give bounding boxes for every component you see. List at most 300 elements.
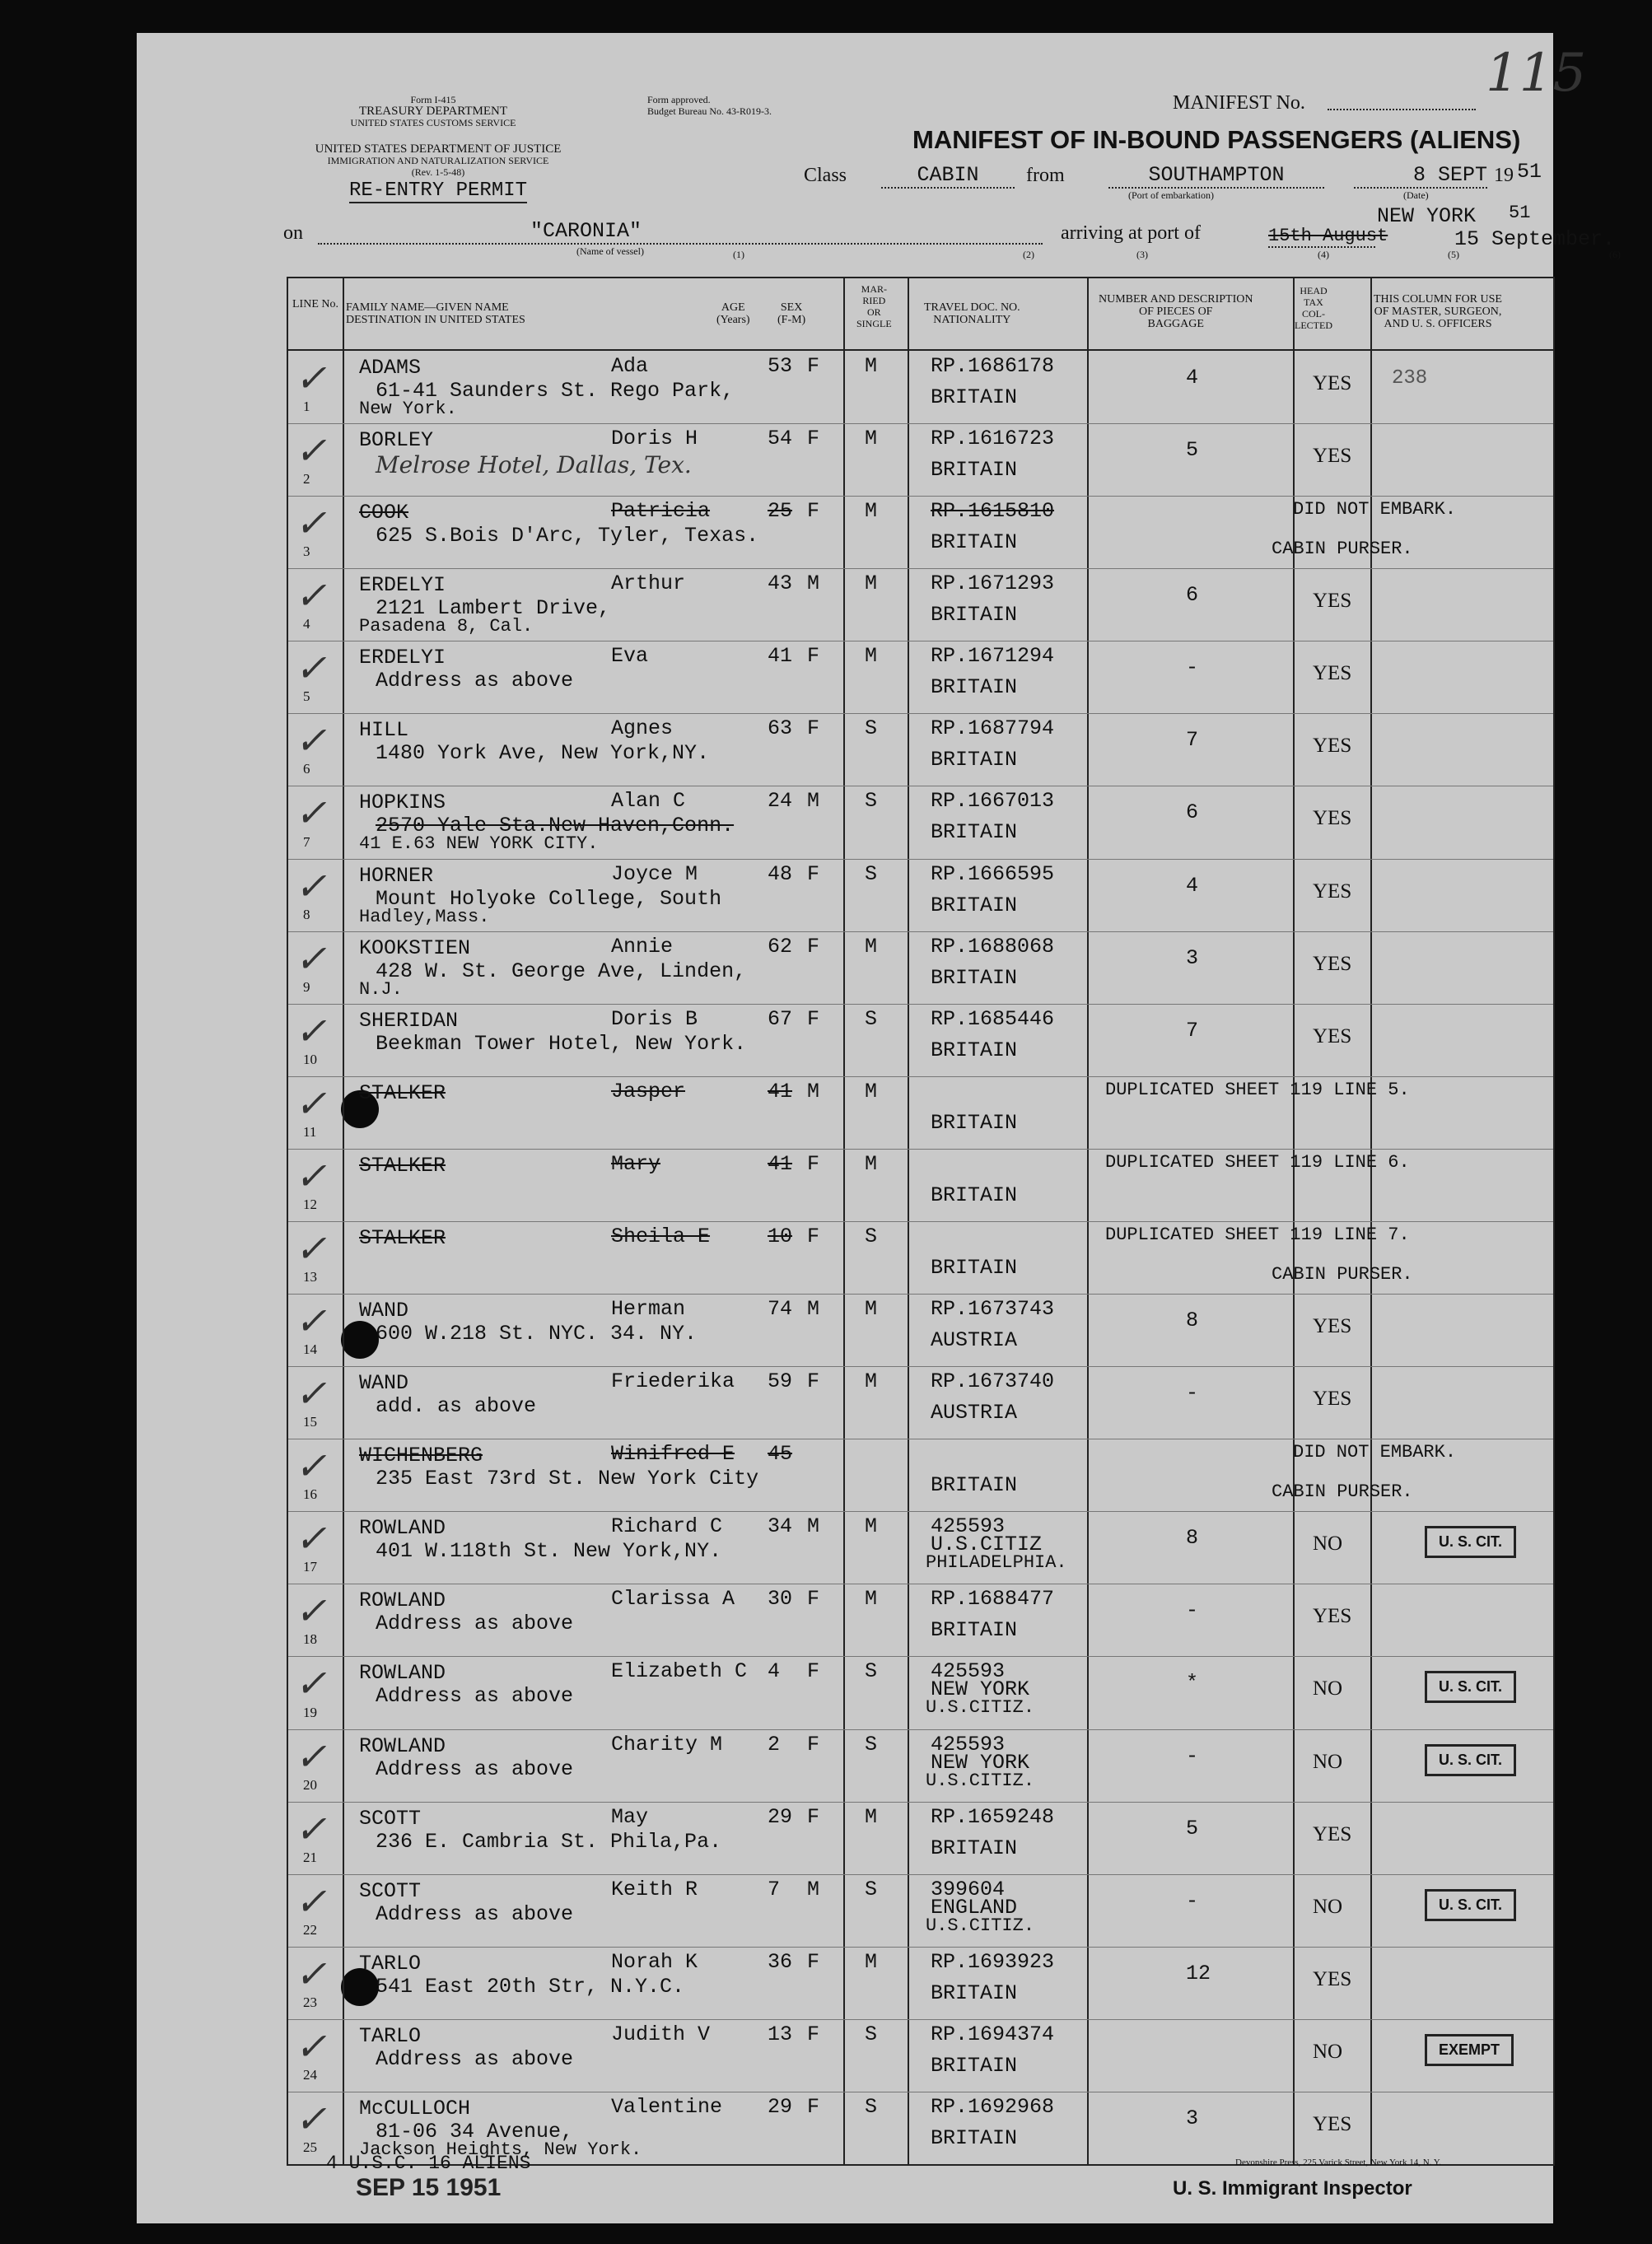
class-value: CABIN — [881, 163, 1015, 189]
travel-doc: 399604 — [931, 1877, 1006, 1901]
marital-status: M — [865, 1587, 878, 1612]
table-row — [288, 2019, 1553, 2092]
marital-status: M — [865, 1151, 878, 1176]
family-name: TARLO — [359, 2023, 422, 2048]
travel-doc: RP.1615810 — [931, 499, 1055, 524]
status-stamp: U. S. CIT. — [1425, 1526, 1516, 1558]
nationality: BRITAIN — [931, 603, 1018, 627]
table-row — [288, 1802, 1553, 1874]
address-line-1: Address as above — [376, 1612, 574, 1636]
baggage: 5 — [1186, 438, 1199, 463]
on-label: on — [283, 222, 303, 244]
status-stamp: U. S. CIT. — [1425, 1744, 1516, 1776]
col-header-doc: TRAVEL DOC. NO. NATIONALITY — [924, 301, 1020, 326]
family-name: ROWLAND — [359, 1516, 446, 1541]
nationality: BRITAIN — [931, 1110, 1018, 1135]
remark: DUPLICATED SHEET 119 LINE 6. — [1105, 1151, 1410, 1173]
family-name: ROWLAND — [359, 1733, 446, 1758]
family-name: STALKER — [359, 1225, 446, 1250]
address-line-2: Pasadena 8, Cal. — [359, 616, 534, 637]
line-number: 5 — [303, 688, 310, 705]
travel-doc: RP.1686178 — [931, 354, 1055, 378]
given-name: Eva — [611, 644, 649, 669]
address-line-1: 236 E. Cambria St. Phila,Pa. — [376, 1829, 722, 1854]
family-name: WAND — [359, 1299, 409, 1323]
baggage: 12 — [1186, 1961, 1211, 1985]
travel-doc: RP.1616723 — [931, 427, 1055, 451]
address-line-2: Hadley,Mass. — [359, 906, 490, 927]
sail-year: 51 — [1517, 160, 1542, 184]
head-tax: YES — [1313, 1388, 1352, 1411]
table-header — [288, 278, 1553, 351]
address-line-1: 2121 Lambert Drive, — [376, 596, 611, 621]
baggage: 6 — [1186, 800, 1199, 825]
column-marker: (6) — [1609, 249, 1621, 260]
given-name: Judith V — [611, 2022, 711, 2046]
line-number: 6 — [303, 761, 310, 777]
age: 41 — [768, 644, 793, 669]
page-title: MANIFEST OF IN-BOUND PASSENGERS (ALIENS) — [912, 125, 1521, 154]
check-mark-icon: ✓ — [295, 356, 327, 400]
nationality: BRITAIN — [931, 458, 1018, 483]
line-number: 17 — [303, 1559, 317, 1575]
nationality: AUSTRIA — [931, 1401, 1018, 1425]
row-divider — [288, 1947, 1553, 1948]
address-line-1: 81-06 34 Avenue, — [376, 2119, 574, 2144]
table-row — [288, 351, 1553, 423]
age: 7 — [768, 1877, 781, 1901]
line-number: 16 — [303, 1486, 317, 1503]
family-name: ADAMS — [359, 356, 422, 380]
head-tax: NO — [1313, 1895, 1343, 1918]
check-mark-icon: ✓ — [295, 935, 327, 981]
family-name: SCOTT — [359, 1878, 422, 1903]
sex: F — [807, 1659, 820, 1684]
nationality: BRITAIN — [931, 2125, 1018, 2150]
age: 36 — [768, 1949, 793, 1974]
given-name: Keith R — [611, 1877, 698, 1901]
baggage: - — [1186, 1743, 1199, 1768]
row-divider — [288, 1294, 1553, 1295]
sex: F — [807, 644, 820, 669]
age: 41 — [768, 1151, 793, 1176]
row-divider — [288, 1004, 1553, 1005]
given-name: Valentine — [611, 2094, 723, 2119]
check-mark-icon: ✓ — [295, 573, 327, 618]
nationality: NEW YORK — [931, 1750, 1030, 1775]
given-name: Arthur — [611, 571, 686, 596]
address-line-1: 428 W. St. George Ave, Linden, — [376, 959, 747, 983]
table-row — [288, 496, 1553, 568]
age: 63 — [768, 716, 793, 741]
inspector-label: U. S. Immigrant Inspector — [1173, 2177, 1412, 2200]
remark: DUPLICATED SHEET 119 LINE 5. — [1105, 1079, 1410, 1100]
given-name: Alan C — [611, 789, 686, 814]
address-line-1: 235 East 73rd St. New York City — [376, 1467, 759, 1491]
check-mark-icon: ✓ — [295, 718, 327, 763]
address-line-1: Address as above — [376, 1756, 574, 1781]
passenger-table — [287, 277, 1555, 2166]
family-name: HILL — [359, 718, 409, 743]
remark: DID NOT EMBARK. — [1293, 499, 1457, 520]
check-mark-icon: ✓ — [295, 1080, 327, 1126]
baggage: 4 — [1186, 873, 1199, 898]
sex: M — [807, 1877, 820, 1901]
nationality: BRITAIN — [931, 530, 1018, 555]
arrival-year: 51 — [1509, 203, 1531, 223]
baggage: 4 — [1186, 366, 1199, 390]
given-name: Elizabeth C — [611, 1659, 748, 1684]
nationality: U.S.CITIZ — [931, 1533, 1043, 1557]
line-number: 19 — [303, 1704, 317, 1720]
head-tax: YES — [1313, 807, 1352, 830]
date-stamp: SEP 15 1951 — [356, 2174, 502, 2201]
head-tax: YES — [1313, 879, 1352, 903]
head-tax: NO — [1313, 1533, 1343, 1556]
head-tax: YES — [1313, 1822, 1352, 1845]
marital-status: M — [865, 934, 878, 959]
col-header-name: FAMILY NAME—GIVEN NAME DESTINATION IN UNITED STATES — [346, 301, 525, 326]
family-name: WICHENBERG — [359, 1444, 483, 1468]
status-stamp: U. S. CIT. — [1425, 1889, 1516, 1921]
nationality-2: U.S.CITIZ. — [926, 1697, 1035, 1719]
check-mark-icon: ✓ — [295, 1299, 327, 1344]
check-mark-icon: ✓ — [295, 1806, 327, 1851]
sex: F — [807, 1804, 820, 1829]
baggage: 8 — [1186, 1526, 1199, 1551]
check-mark-icon: ✓ — [295, 1878, 327, 1924]
age: 2 — [768, 1732, 781, 1756]
travel-doc: RP.1673740 — [931, 1369, 1055, 1394]
sex: F — [807, 1587, 820, 1612]
check-mark-icon: ✓ — [295, 2023, 327, 2069]
family-name: McCULLOCH — [359, 2096, 471, 2120]
family-name: ROWLAND — [359, 1589, 446, 1613]
row-divider — [288, 1729, 1553, 1730]
address-line-2: Jackson Heights, New York. — [359, 2139, 642, 2160]
form-id-block: Form I-415 TREASURY DEPARTMENT UNITED STATES CUSTOMS SERVICE — [350, 94, 516, 128]
class-label: Class — [804, 165, 847, 186]
marital-status: M — [865, 354, 878, 378]
given-name: Mary — [611, 1151, 661, 1176]
nationality: BRITAIN — [931, 1473, 1018, 1498]
address-line-1: 541 East 20th Str, N.Y.C. — [376, 1974, 685, 1999]
given-name: Annie — [611, 934, 674, 959]
sex: F — [807, 934, 820, 959]
marital-status: M — [865, 1079, 878, 1103]
age: 25 — [768, 499, 793, 524]
nationality: BRITAIN — [931, 1836, 1018, 1860]
travel-doc: RP.1693923 — [931, 1949, 1055, 1974]
line-number: 12 — [303, 1196, 317, 1212]
family-name: TARLO — [359, 1951, 422, 1976]
remark: DID NOT EMBARK. — [1293, 1442, 1457, 1463]
check-mark-icon: ✓ — [295, 791, 327, 836]
address-line-1: 1480 York Ave, New York,NY. — [376, 741, 710, 766]
check-mark-icon: ✓ — [295, 646, 327, 691]
marital-status: M — [865, 1949, 878, 1974]
remark: DUPLICATED SHEET 119 LINE 7. — [1105, 1224, 1410, 1245]
check-mark-icon: ✓ — [295, 863, 327, 908]
age: 62 — [768, 934, 793, 959]
column-marker: (1) — [733, 249, 744, 260]
age: 74 — [768, 1297, 793, 1322]
line-number: 18 — [303, 1631, 317, 1648]
col-header-officers: THIS COLUMN FOR USE OF MASTER, SURGEON, AND U. S. OFFICERS — [1374, 293, 1502, 330]
head-tax: YES — [1313, 445, 1352, 468]
given-name: Joyce M — [611, 861, 698, 886]
sex: F — [807, 2094, 820, 2119]
permit-label: RE-ENTRY PERMIT — [349, 180, 528, 202]
head-tax: YES — [1313, 1024, 1352, 1047]
from-label: from — [1026, 165, 1065, 186]
row-divider — [288, 1656, 1553, 1657]
nationality: BRITAIN — [931, 1980, 1018, 2005]
age: 59 — [768, 1369, 793, 1394]
sex: F — [807, 1151, 820, 1176]
status-stamp: U. S. CIT. — [1425, 1671, 1516, 1703]
nationality: BRITAIN — [931, 748, 1018, 772]
marital-status: S — [865, 2094, 878, 2119]
year-prefix: 19 — [1494, 165, 1514, 186]
address-line-1: add. as above — [376, 1394, 537, 1419]
travel-doc: 425593 — [931, 1659, 1006, 1684]
address-line-1: Address as above — [376, 1901, 574, 1926]
row-divider — [288, 1874, 1553, 1875]
baggage: - — [1186, 1598, 1199, 1623]
given-name: Patricia — [611, 499, 711, 524]
sex: M — [807, 1079, 820, 1103]
head-tax: YES — [1313, 735, 1352, 758]
nationality: ENGLAND — [931, 1895, 1018, 1920]
given-name: Richard C — [611, 1514, 723, 1539]
line-number: 25 — [303, 2139, 317, 2155]
given-name: Charity M — [611, 1732, 723, 1756]
travel-doc: RP.1688068 — [931, 934, 1055, 959]
vessel-name: "CARONIA" — [318, 219, 1043, 245]
address-line-1: Address as above — [376, 1684, 574, 1709]
travel-doc: RP.1671294 — [931, 644, 1055, 669]
line-number: 1 — [303, 399, 310, 415]
sex: F — [807, 2022, 820, 2046]
given-name: Clarissa A — [611, 1587, 735, 1612]
column-marker: (4) — [1318, 249, 1329, 260]
department-block: UNITED STATES DEPARTMENT OF JUSTICE IMMIGRATION AND NATURALIZATION SERVICE (Rev. 1-5-48) — [315, 142, 562, 178]
marital-status: S — [865, 1224, 878, 1248]
sex: M — [807, 1297, 820, 1322]
row-divider — [288, 1149, 1553, 1150]
address-line-2: 41 E.63 NEW YORK CITY. — [359, 833, 599, 855]
row-divider — [288, 2019, 1553, 2020]
column-marker: (5) — [1448, 249, 1459, 260]
sex: F — [807, 427, 820, 451]
marital-status: M — [865, 1297, 878, 1322]
given-name: Herman — [611, 1297, 686, 1322]
address-line-1: Address as above — [376, 2046, 574, 2071]
given-name: Doris H — [611, 427, 698, 451]
table-row — [288, 1439, 1553, 1511]
table-row — [288, 568, 1553, 641]
age: 29 — [768, 2094, 793, 2119]
line-number: 24 — [303, 2066, 317, 2083]
row-divider — [288, 1802, 1553, 1803]
row-divider — [288, 1366, 1553, 1367]
line-number: 20 — [303, 1776, 317, 1793]
family-name: STALKER — [359, 1153, 446, 1178]
row-divider — [288, 1511, 1553, 1512]
table-row — [288, 1584, 1553, 1656]
manifest-no-label: MANIFEST No. — [1173, 92, 1305, 114]
line-number: 7 — [303, 833, 310, 850]
check-mark-icon: ✓ — [295, 1733, 327, 1779]
marital-status: S — [865, 789, 878, 814]
status-stamp: EXEMPT — [1425, 2034, 1514, 2066]
nationality: BRITAIN — [931, 820, 1018, 845]
row-divider — [288, 1076, 1553, 1077]
family-name: SHERIDAN — [359, 1008, 459, 1033]
address-line-2: N.J. — [359, 978, 403, 1000]
column-marker: (3) — [1136, 249, 1148, 260]
age: 43 — [768, 571, 793, 596]
from-value: SOUTHAMPTON — [1108, 163, 1324, 189]
marital-status: M — [865, 571, 878, 596]
given-name: May — [611, 1804, 649, 1829]
row-divider — [288, 1221, 1553, 1222]
remark-signature: CABIN PURSER. — [1272, 1481, 1413, 1503]
check-mark-icon: ✓ — [295, 1589, 327, 1634]
address-line-1: 401 W.118th St. New York,NY. — [376, 1539, 722, 1564]
nationality-2: PHILADELPHIA. — [926, 1552, 1067, 1574]
baggage: 7 — [1186, 728, 1199, 753]
sheet-number: 115 — [1486, 43, 1587, 104]
check-mark-icon: ✓ — [295, 1661, 327, 1706]
address-line-1: Melrose Hotel, Dallas, Tex. — [376, 451, 692, 479]
sex: F — [807, 716, 820, 741]
table-row — [288, 1656, 1553, 1728]
check-mark-icon: ✓ — [295, 1444, 327, 1489]
baggage: 6 — [1186, 583, 1199, 608]
family-name: BORLEY — [359, 428, 434, 453]
line-number: 10 — [303, 1051, 317, 1067]
manifest-no-line — [1328, 109, 1476, 110]
travel-doc: RP.1673743 — [931, 1297, 1055, 1322]
date-caption: (Date) — [1403, 189, 1429, 201]
age: 10 — [768, 1224, 793, 1248]
col-header-line: LINE No. — [292, 298, 338, 310]
given-name: Sheila E — [611, 1224, 711, 1248]
table-row — [288, 786, 1553, 858]
line-number: 4 — [303, 616, 310, 632]
nationality-2: U.S.CITIZ. — [926, 1915, 1035, 1936]
col-header-baggage: NUMBER AND DESCRIPTION OF PIECES OF BAGGAGE — [1099, 293, 1253, 330]
nationality: BRITAIN — [931, 1183, 1018, 1207]
marital-status: M — [865, 644, 878, 669]
baggage: * — [1186, 1671, 1199, 1696]
given-name: Ada — [611, 354, 649, 378]
check-mark-icon: ✓ — [295, 1516, 327, 1561]
check-mark-icon: ✓ — [295, 1371, 327, 1416]
marital-status: S — [865, 1006, 878, 1031]
head-tax: YES — [1313, 1605, 1352, 1628]
line-number: 11 — [303, 1123, 317, 1140]
sex: F — [807, 1732, 820, 1756]
family-name: KOOKSTIEN — [359, 935, 471, 960]
family-name: COOK — [359, 501, 409, 525]
head-tax: YES — [1313, 590, 1352, 613]
row-divider — [288, 713, 1553, 714]
given-name: Jasper — [611, 1079, 686, 1103]
sex: F — [807, 1006, 820, 1031]
check-mark-icon: ✓ — [295, 428, 327, 474]
table-row — [288, 713, 1553, 786]
travel-doc: RP.1659248 — [931, 1804, 1055, 1829]
family-name: HOPKINS — [359, 791, 446, 815]
age: 53 — [768, 354, 793, 378]
nationality: BRITAIN — [931, 385, 1018, 409]
check-mark-icon: ✓ — [295, 1951, 327, 1996]
head-tax: NO — [1313, 1677, 1343, 1700]
baggage: 5 — [1186, 1816, 1199, 1840]
nationality: AUSTRIA — [931, 1328, 1018, 1353]
age: 4 — [768, 1659, 781, 1684]
sex: M — [807, 789, 820, 814]
check-mark-icon: ✓ — [295, 501, 327, 546]
family-name: ROWLAND — [359, 1661, 446, 1686]
travel-doc: RP.1667013 — [931, 789, 1055, 814]
table-row — [288, 1149, 1553, 1221]
line-number: 9 — [303, 978, 310, 995]
nationality: BRITAIN — [931, 1255, 1018, 1280]
nationality: BRITAIN — [931, 1038, 1018, 1062]
age: 45 — [768, 1442, 793, 1467]
officer-note: 238 — [1392, 367, 1428, 390]
sex: M — [807, 1514, 820, 1539]
remark-signature: CABIN PURSER. — [1272, 539, 1413, 560]
travel-doc: RP.1692968 — [931, 2094, 1055, 2119]
sex: F — [807, 1369, 820, 1394]
check-mark-icon: ✓ — [295, 2096, 327, 2141]
given-name: Friederika — [611, 1369, 735, 1394]
age: 67 — [768, 1006, 793, 1031]
travel-doc: 425593 — [931, 1732, 1006, 1756]
marital-status: S — [865, 2022, 878, 2046]
family-name: ERDELYI — [359, 573, 446, 598]
table-row — [288, 1294, 1553, 1366]
col-header-age: AGE (Years) — [716, 301, 750, 326]
family-name: WAND — [359, 1371, 409, 1396]
age: 34 — [768, 1514, 793, 1539]
line-number: 3 — [303, 544, 310, 560]
check-mark-icon: ✓ — [295, 1225, 327, 1271]
travel-doc: RP.1671293 — [931, 571, 1055, 596]
line-number: 2 — [303, 471, 310, 488]
family-name: HORNER — [359, 863, 434, 888]
family-name: SCOTT — [359, 1806, 422, 1831]
embark-caption: (Port of embarkation) — [1128, 189, 1214, 201]
baggage: 7 — [1186, 1018, 1199, 1043]
address-line-1: 625 S.Bois D'Arc, Tyler, Texas. — [376, 524, 759, 548]
printer-credit: Devonshire Press, 225 Varick Street, New York 14, N. Y. — [1235, 2158, 1442, 2167]
marital-status: M — [865, 1369, 878, 1394]
line-number: 15 — [303, 1414, 317, 1430]
age: 24 — [768, 789, 793, 814]
nationality: BRITAIN — [931, 675, 1018, 700]
travel-doc: RP.1687794 — [931, 716, 1055, 741]
address-line-1: Mount Holyoke College, South — [376, 886, 722, 911]
row-divider — [288, 931, 1553, 932]
head-tax: YES — [1313, 2112, 1352, 2135]
marital-status: M — [865, 1514, 878, 1539]
